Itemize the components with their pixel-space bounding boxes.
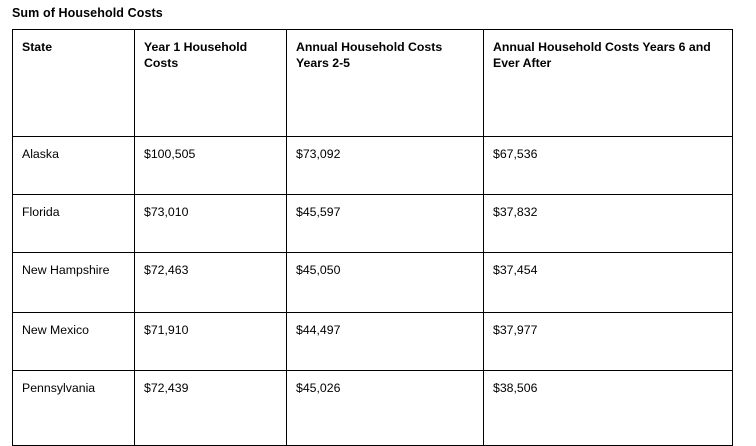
cell-years-6-plus: $38,506: [484, 371, 733, 446]
cell-years-2-5: $45,597: [287, 195, 484, 253]
cell-years-2-5: $44,497: [287, 313, 484, 371]
table-header-row: [13, 30, 733, 137]
column-header-years-6-plus: Annual Household Costs Years 6 and Ever After: [484, 30, 733, 137]
cell-state: Pennsylvania: [13, 371, 135, 446]
cell-year-1: $73,010: [135, 195, 287, 253]
cell-years-2-5: $73,092: [287, 137, 484, 195]
cell-state: Florida: [13, 195, 135, 253]
household-costs-table: [12, 29, 733, 446]
table-row: [13, 313, 733, 371]
column-header-state: State: [13, 30, 135, 137]
table-row: [13, 371, 733, 446]
cell-years-6-plus: $37,454: [484, 253, 733, 313]
cell-years-2-5: $45,050: [287, 253, 484, 313]
table-row: [13, 195, 733, 253]
cell-state: New Mexico: [13, 313, 135, 371]
cell-year-1: $100,505: [135, 137, 287, 195]
cell-year-1: $72,463: [135, 253, 287, 313]
column-header-year-1: Year 1 Household Costs: [135, 30, 287, 137]
table-row: [13, 253, 733, 313]
table-row: [13, 137, 733, 195]
cell-years-6-plus: $37,977: [484, 313, 733, 371]
cell-years-2-5: $45,026: [287, 371, 484, 446]
cell-year-1: $71,910: [135, 313, 287, 371]
cell-state: New Hampshire: [13, 253, 135, 313]
cell-years-6-plus: $37,832: [484, 195, 733, 253]
cell-year-1: $72,439: [135, 371, 287, 446]
page-title: Sum of Household Costs: [12, 6, 163, 20]
cell-years-6-plus: $67,536: [484, 137, 733, 195]
cell-state: Alaska: [13, 137, 135, 195]
column-header-years-2-5: Annual Household Costs Years 2-5: [287, 30, 484, 137]
